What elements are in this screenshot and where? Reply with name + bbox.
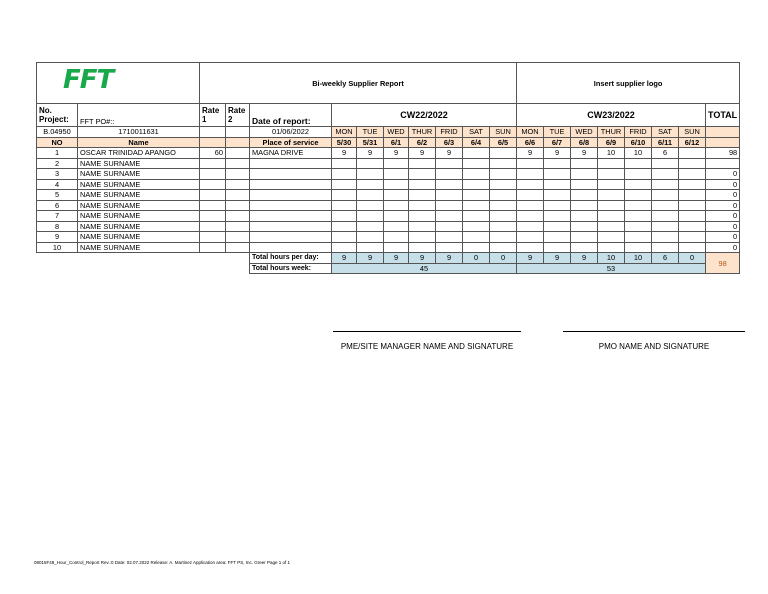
no-header: NO: [37, 137, 78, 148]
row-number: 8: [37, 221, 78, 232]
rate2-value: [226, 211, 250, 222]
hours-cell: [357, 211, 384, 222]
hours-cell: [409, 242, 436, 253]
day-name: FRID: [625, 127, 652, 138]
day-date: 5/30: [332, 137, 357, 148]
hours-cell: [544, 200, 571, 211]
blank-cell: [37, 263, 78, 274]
blank-cell: [78, 263, 200, 274]
row-number: 3: [37, 169, 78, 180]
day-name: SUN: [490, 127, 517, 138]
hours-cell: [598, 158, 625, 169]
hours-cell: [463, 242, 490, 253]
hours-cell: [332, 179, 357, 190]
rate2-value: [226, 190, 250, 201]
hours-cell: [357, 242, 384, 253]
rate1-value: [200, 169, 226, 180]
table-row: [37, 190, 740, 201]
table-row: [37, 211, 740, 222]
hours-cell: 9: [436, 148, 463, 159]
rate2-value: [226, 200, 250, 211]
day-date: 6/6: [517, 137, 544, 148]
hours-cell: [436, 232, 463, 243]
day-date: 6/7: [544, 137, 571, 148]
day-date: 6/3: [436, 137, 463, 148]
hours-cell: [517, 179, 544, 190]
hours-cell: [490, 242, 517, 253]
rate1-value: 60: [200, 148, 226, 159]
hours-cell: [384, 158, 409, 169]
hours-cell: [571, 169, 598, 180]
hours-cell: 10: [625, 148, 652, 159]
week2-total: 53: [517, 263, 706, 274]
hours-cell: [357, 179, 384, 190]
hours-cell: [384, 169, 409, 180]
project-number: B.04950: [37, 127, 78, 138]
row-total: 0: [706, 169, 740, 180]
hours-cell: [517, 211, 544, 222]
place-of-service: [250, 200, 332, 211]
hours-cell: [463, 221, 490, 232]
fft-logo: FFT: [63, 65, 114, 95]
hours-cell: [598, 190, 625, 201]
place-of-service: [250, 179, 332, 190]
rate1-value: [200, 179, 226, 190]
hours-cell: [490, 169, 517, 180]
hours-cell: 9: [571, 148, 598, 159]
hours-cell: [598, 242, 625, 253]
hours-cell: 9: [544, 148, 571, 159]
hours-cell: [679, 221, 706, 232]
day-total: 6: [652, 253, 679, 264]
blank-cell: [226, 263, 250, 274]
row-total: [706, 158, 740, 169]
table-row: [37, 158, 740, 169]
table-row: [37, 242, 740, 253]
day-name: SUN: [679, 127, 706, 138]
row-total: 0: [706, 179, 740, 190]
day-date: 6/8: [571, 137, 598, 148]
hours-cell: [571, 242, 598, 253]
day-total: 0: [679, 253, 706, 264]
row-number: 7: [37, 211, 78, 222]
day-name: SAT: [463, 127, 490, 138]
day-date: 6/10: [625, 137, 652, 148]
hours-cell: [517, 200, 544, 211]
day-date: 6/5: [490, 137, 517, 148]
hours-cell: [679, 158, 706, 169]
hours-cell: [652, 190, 679, 201]
week1-total: 45: [332, 263, 517, 274]
table-row: [37, 232, 740, 243]
row-number: 9: [37, 232, 78, 243]
employee-name: NAME SURNAME: [78, 200, 200, 211]
hours-cell: [652, 232, 679, 243]
hours-cell: [625, 211, 652, 222]
hours-cell: [679, 200, 706, 211]
hours-cell: [463, 169, 490, 180]
date-of-report-label: Date of report:: [250, 104, 332, 127]
hours-cell: [357, 232, 384, 243]
row-total: 0: [706, 221, 740, 232]
day-name: TUE: [357, 127, 384, 138]
table-row: [37, 221, 740, 232]
blank-cell: [200, 253, 226, 264]
hours-cell: [463, 148, 490, 159]
hours-cell: [463, 232, 490, 243]
hours-cell: [409, 190, 436, 201]
row-total: 0: [706, 211, 740, 222]
day-date: 6/4: [463, 137, 490, 148]
hours-cell: [436, 200, 463, 211]
hours-cell: 9: [517, 148, 544, 159]
rate2-value: [226, 232, 250, 243]
pme-signature-label: PME/SITE MANAGER NAME AND SIGNATURE: [340, 342, 514, 351]
total-header: TOTAL: [706, 104, 740, 127]
place-header: Place of service: [250, 137, 332, 148]
fft-po-label: FFT PO#::: [78, 104, 200, 127]
rate2-label: Rate 2: [226, 104, 250, 127]
hours-cell: [652, 200, 679, 211]
hours-cell: 9: [357, 148, 384, 159]
hours-cell: [544, 190, 571, 201]
day-total: 9: [517, 253, 544, 264]
hours-cell: [571, 211, 598, 222]
hours-cell: 9: [409, 148, 436, 159]
blank-cell: [200, 127, 226, 138]
rate1-label: Rate 1: [200, 104, 226, 127]
day-total: 10: [625, 253, 652, 264]
hours-cell: [357, 190, 384, 201]
day-total: 9: [409, 253, 436, 264]
hours-cell: [679, 232, 706, 243]
day-total: 0: [490, 253, 517, 264]
place-of-service: [250, 242, 332, 253]
hours-cell: [598, 179, 625, 190]
cw22-header: CW22/2022: [332, 104, 517, 127]
day-total: 9: [357, 253, 384, 264]
day-total: 9: [571, 253, 598, 264]
hours-cell: [332, 200, 357, 211]
day-name: THUR: [409, 127, 436, 138]
hours-cell: [598, 211, 625, 222]
hours-cell: [384, 232, 409, 243]
hours-cell: [384, 200, 409, 211]
hours-cell: [544, 232, 571, 243]
hours-cell: [571, 179, 598, 190]
totals-per-day-row: [37, 253, 740, 264]
no-project-label: No. Project:: [37, 104, 78, 127]
employee-name: NAME SURNAME: [78, 179, 200, 190]
row-number: 6: [37, 200, 78, 211]
po-number: 1710011631: [78, 127, 200, 138]
day-name: MON: [332, 127, 357, 138]
hours-cell: [652, 179, 679, 190]
hours-cell: [625, 190, 652, 201]
hours-cell: [625, 242, 652, 253]
hours-cell: [463, 158, 490, 169]
hours-cell: [571, 232, 598, 243]
employee-name: NAME SURNAME: [78, 211, 200, 222]
rate2-value: [226, 221, 250, 232]
hours-cell: [679, 169, 706, 180]
report-date: 01/06/2022: [250, 127, 332, 138]
employee-name: OSCAR TRINIDAD APANGO: [78, 148, 200, 159]
hours-cell: [384, 211, 409, 222]
row-total: 0: [706, 232, 740, 243]
report-title: Bi-weekly Supplier Report: [200, 63, 517, 104]
hours-cell: [517, 190, 544, 201]
day-date: 6/1: [384, 137, 409, 148]
hours-cell: [436, 211, 463, 222]
hours-cell: [384, 179, 409, 190]
hours-cell: [679, 190, 706, 201]
place-of-service: [250, 221, 332, 232]
hours-cell: [384, 242, 409, 253]
hours-cell: [679, 179, 706, 190]
hours-cell: [490, 211, 517, 222]
rate1-value: [200, 200, 226, 211]
total-hours-day-label: Total hours per day:: [250, 253, 332, 264]
total-blank: [706, 137, 740, 148]
place-of-service: [250, 211, 332, 222]
rate1-value: [200, 242, 226, 253]
day-date: 6/2: [409, 137, 436, 148]
hours-cell: [357, 158, 384, 169]
hours-cell: [436, 158, 463, 169]
hours-cell: [409, 211, 436, 222]
signature-line-left: [333, 331, 521, 332]
rate2-value: [226, 158, 250, 169]
day-total: 0: [463, 253, 490, 264]
day-name: TUE: [544, 127, 571, 138]
hours-cell: [517, 158, 544, 169]
hours-cell: [436, 221, 463, 232]
hours-cell: [409, 158, 436, 169]
blank-cell: [226, 253, 250, 264]
pmo-signature-label: PMO NAME AND SIGNATURE: [598, 342, 710, 351]
supplier-logo-placeholder: Insert supplier logo: [517, 63, 740, 104]
total-hours-week-label: Total hours week:: [250, 263, 332, 274]
hours-cell: [571, 200, 598, 211]
hours-cell: [571, 158, 598, 169]
blank-cell: [37, 253, 78, 264]
hours-cell: [409, 221, 436, 232]
day-total: 10: [598, 253, 625, 264]
hours-cell: [384, 221, 409, 232]
row-number: 5: [37, 190, 78, 201]
day-name: WED: [571, 127, 598, 138]
hours-cell: [409, 179, 436, 190]
report-table: [36, 62, 740, 274]
hours-cell: [517, 221, 544, 232]
place-of-service: [250, 158, 332, 169]
day-total: 9: [332, 253, 357, 264]
hours-cell: [679, 148, 706, 159]
rate1-value: [200, 221, 226, 232]
hours-cell: [544, 158, 571, 169]
hours-cell: [652, 169, 679, 180]
hours-cell: [384, 190, 409, 201]
blank-cell: [78, 253, 200, 264]
row-number: 1: [37, 148, 78, 159]
row-number: 10: [37, 242, 78, 253]
name-header: Name: [78, 137, 200, 148]
row-total: 0: [706, 242, 740, 253]
hours-cell: [652, 221, 679, 232]
report-sheet: [36, 62, 740, 274]
hours-cell: [436, 179, 463, 190]
hours-cell: [332, 242, 357, 253]
rate2-value: [226, 242, 250, 253]
hours-cell: [409, 169, 436, 180]
employee-name: NAME SURNAME: [78, 232, 200, 243]
rate1-value: [200, 211, 226, 222]
hours-cell: [571, 190, 598, 201]
day-date: 6/12: [679, 137, 706, 148]
hours-cell: [409, 200, 436, 211]
day-total: 9: [544, 253, 571, 264]
hours-cell: [463, 200, 490, 211]
hours-cell: [490, 148, 517, 159]
day-date: 6/11: [652, 137, 679, 148]
hours-cell: [625, 179, 652, 190]
row-total: 98: [706, 148, 740, 159]
row-number: 4: [37, 179, 78, 190]
day-name: MON: [517, 127, 544, 138]
table-row: [37, 169, 740, 180]
employee-name: NAME SURNAME: [78, 242, 200, 253]
hours-cell: [332, 211, 357, 222]
hours-cell: [517, 232, 544, 243]
hours-cell: [490, 221, 517, 232]
totals-per-week-row: [37, 263, 740, 274]
hours-cell: [598, 200, 625, 211]
table-row: [37, 200, 740, 211]
place-of-service: [250, 232, 332, 243]
place-of-service: [250, 190, 332, 201]
hours-cell: [490, 190, 517, 201]
hours-cell: [598, 221, 625, 232]
hours-cell: [544, 179, 571, 190]
total-blank: [706, 127, 740, 138]
hours-cell: [544, 169, 571, 180]
day-total: 9: [384, 253, 409, 264]
day-name: FRID: [436, 127, 463, 138]
hours-cell: [357, 200, 384, 211]
hours-cell: [436, 190, 463, 201]
hours-cell: [463, 211, 490, 222]
hours-cell: [652, 211, 679, 222]
place-of-service: MAGNA DRIVE: [250, 148, 332, 159]
hours-cell: [490, 200, 517, 211]
hours-cell: [332, 190, 357, 201]
rate2-value: [226, 179, 250, 190]
day-name: WED: [384, 127, 409, 138]
rate2-value: [226, 169, 250, 180]
signature-line-right: [563, 331, 745, 332]
hours-cell: [490, 179, 517, 190]
hours-cell: [544, 221, 571, 232]
hours-cell: [463, 190, 490, 201]
hours-cell: [409, 232, 436, 243]
footer-text: 08015F48_Hour_Control_Report Rev.:0 Date: 02.07.2022 Release: A. Martinez Application area: FFT PS, Inc. Greer Page 1 of 1: [34, 560, 290, 565]
blank-cell: [226, 137, 250, 148]
hours-cell: [332, 221, 357, 232]
day-name: SAT: [652, 127, 679, 138]
hours-cell: [463, 179, 490, 190]
hours-cell: [679, 211, 706, 222]
hours-cell: [679, 242, 706, 253]
hours-cell: [332, 232, 357, 243]
hours-cell: 6: [652, 148, 679, 159]
day-total: 9: [436, 253, 463, 264]
blank-cell: [200, 263, 226, 274]
hours-cell: [625, 221, 652, 232]
employee-name: NAME SURNAME: [78, 190, 200, 201]
hours-cell: [517, 242, 544, 253]
hours-cell: [357, 169, 384, 180]
place-of-service: [250, 169, 332, 180]
rate1-value: [200, 190, 226, 201]
day-date: 6/9: [598, 137, 625, 148]
rate2-value: [226, 148, 250, 159]
table-row: [37, 148, 740, 159]
row-number: 2: [37, 158, 78, 169]
hours-cell: [598, 169, 625, 180]
hours-cell: [625, 200, 652, 211]
hours-cell: [625, 232, 652, 243]
hours-cell: [598, 232, 625, 243]
hours-cell: [571, 221, 598, 232]
hours-cell: [652, 158, 679, 169]
cw23-header: CW23/2022: [517, 104, 706, 127]
blank-cell: [200, 137, 226, 148]
day-date: 5/31: [357, 137, 384, 148]
hours-cell: [625, 169, 652, 180]
rate1-value: [200, 232, 226, 243]
row-total: 0: [706, 190, 740, 201]
rate1-value: [200, 158, 226, 169]
hours-cell: [544, 211, 571, 222]
hours-cell: [544, 242, 571, 253]
hours-cell: [517, 169, 544, 180]
hours-cell: 10: [598, 148, 625, 159]
hours-cell: [332, 158, 357, 169]
blank-cell: [226, 127, 250, 138]
hours-cell: 9: [384, 148, 409, 159]
hours-cell: [490, 158, 517, 169]
table-row: [37, 179, 740, 190]
hours-cell: [357, 221, 384, 232]
logo-cell: [37, 63, 200, 104]
row-total: 0: [706, 200, 740, 211]
hours-cell: [625, 158, 652, 169]
hours-cell: [332, 169, 357, 180]
hours-cell: 9: [332, 148, 357, 159]
employee-name: NAME SURNAME: [78, 221, 200, 232]
hours-cell: [652, 242, 679, 253]
grand-total: 98: [706, 253, 740, 274]
employee-name: NAME SURNAME: [78, 158, 200, 169]
day-name: THUR: [598, 127, 625, 138]
hours-cell: [436, 169, 463, 180]
hours-cell: [436, 242, 463, 253]
employee-name: NAME SURNAME: [78, 169, 200, 180]
hours-cell: [490, 232, 517, 243]
